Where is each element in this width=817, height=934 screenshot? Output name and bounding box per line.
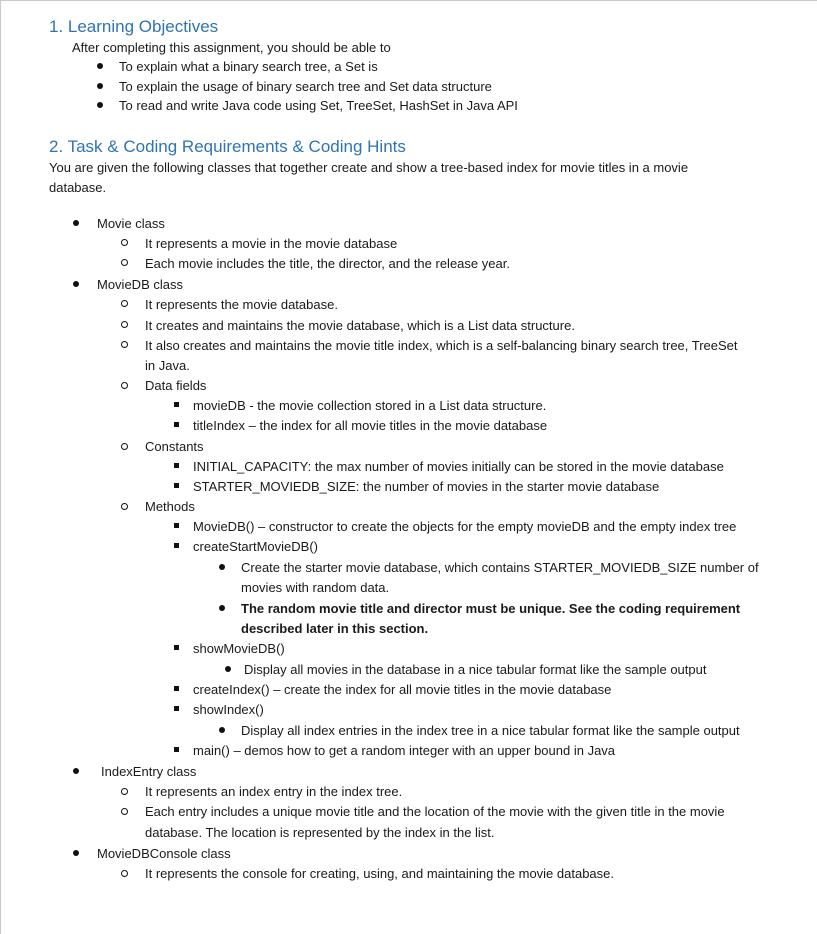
square-bullet-icon: [174, 523, 179, 528]
bullet-icon: [219, 605, 225, 611]
circle-bullet-icon: [121, 870, 128, 877]
method-item: showMovieDB(): [193, 641, 285, 656]
page-border-left: [0, 0, 1, 934]
circle-bullet-icon: [121, 382, 128, 389]
square-bullet-icon: [174, 645, 179, 650]
movie-class-title: Movie class: [97, 216, 165, 231]
bullet-icon: [219, 564, 225, 570]
data-field-item: titleIndex – the index for all movie titles in the movie database: [193, 418, 548, 433]
constant-item: STARTER_MOVIEDB_SIZE: the number of movies in the starter movie database: [193, 479, 660, 494]
method-detail: Display all index entries in the index tree in a nice tabular format like the sample output: [241, 723, 740, 738]
bullet-icon: [73, 220, 79, 226]
data-field-item: movieDB - the movie collection stored in a List data structure.: [193, 398, 547, 413]
list-item: It creates and maintains the movie database, which is a List data structure.: [145, 318, 575, 333]
circle-bullet-icon: [121, 788, 128, 795]
method-item: showIndex(): [193, 702, 264, 717]
list-item: It represents an index entry in the index tree.: [145, 784, 403, 799]
method-detail: Display all movies in the database in a nice tabular format like the sample output: [244, 662, 707, 677]
bullet-icon: [219, 727, 225, 733]
objective-item: To explain what a binary search tree, a Set is: [119, 59, 378, 74]
method-detail-cont: movies with random data.: [241, 580, 390, 595]
objective-item: To read and write Java code using Set, TreeSet, HashSet in Java API: [119, 98, 518, 113]
data-fields-label: Data fields: [145, 378, 207, 393]
square-bullet-icon: [174, 422, 179, 427]
method-item: createStartMovieDB(): [193, 539, 318, 554]
circle-bullet-icon: [121, 443, 128, 450]
section-1-intro: After completing this assignment, you should be able to: [72, 40, 391, 55]
bullet-icon: [73, 768, 79, 774]
bullet-icon: [97, 63, 103, 69]
circle-bullet-icon: [121, 300, 128, 307]
method-item: createIndex() – create the index for all movie titles in the movie database: [193, 682, 612, 697]
list-item: It represents a movie in the movie database: [145, 236, 398, 251]
square-bullet-icon: [174, 706, 179, 711]
section-2-intro-cont: database.: [49, 180, 107, 195]
section-2-heading: 2. Task & Coding Requirements & Coding Hints: [49, 137, 406, 156]
method-detail-bold-cont: described later in this section.: [241, 621, 429, 636]
console-class-title: MovieDBConsole class: [97, 846, 231, 861]
square-bullet-icon: [174, 747, 179, 752]
methods-label: Methods: [145, 499, 195, 514]
bullet-icon: [73, 850, 79, 856]
square-bullet-icon: [174, 686, 179, 691]
list-item: It represents the console for creating, using, and maintaining the movie database.: [145, 866, 615, 881]
circle-bullet-icon: [121, 341, 128, 348]
section-2-intro: You are given the following classes that together create and show a tree-based index for movie titles in a movie: [49, 160, 689, 175]
method-item: MovieDB() – constructor to create the objects for the empty movieDB and the empty index tree: [193, 519, 737, 534]
bullet-icon: [97, 102, 103, 108]
bullet-icon: [73, 281, 79, 287]
circle-bullet-icon: [121, 259, 128, 266]
constant-item: INITIAL_CAPACITY: the max number of movies initially can be stored in the movie database: [193, 459, 724, 474]
objective-item: To explain the usage of binary search tree and Set data structure: [119, 79, 492, 94]
list-item: It also creates and maintains the movie title index, which is a self-balancing binary search tree, TreeSet: [145, 338, 738, 353]
list-item: It represents the movie database.: [145, 297, 338, 312]
list-item: Each movie includes the title, the director, and the release year.: [145, 256, 510, 271]
page-border-top: [0, 0, 817, 1]
indexentry-class-title: IndexEntry class: [101, 764, 197, 779]
circle-bullet-icon: [121, 239, 128, 246]
method-detail-bold: The random movie title and director must be unique. See the coding requirement: [241, 601, 741, 616]
moviedb-class-title: MovieDB class: [97, 277, 183, 292]
circle-bullet-icon: [121, 321, 128, 328]
square-bullet-icon: [174, 463, 179, 468]
list-item-cont: database. The location is represented by the index in the list.: [145, 825, 495, 840]
circle-bullet-icon: [121, 503, 128, 510]
list-item-cont: in Java.: [145, 358, 190, 373]
bullet-icon: [225, 666, 231, 672]
constants-label: Constants: [145, 439, 204, 454]
circle-bullet-icon: [121, 808, 128, 815]
square-bullet-icon: [174, 402, 179, 407]
list-item: Each entry includes a unique movie title and the location of the movie with the given title in the movie: [145, 804, 725, 819]
bullet-icon: [97, 83, 103, 89]
square-bullet-icon: [174, 543, 179, 548]
square-bullet-icon: [174, 483, 179, 488]
method-detail: Create the starter movie database, which contains STARTER_MOVIEDB_SIZE number of: [241, 560, 759, 575]
method-item: main() – demos how to get a random integer with an upper bound in Java: [193, 743, 616, 758]
section-1-heading: 1. Learning Objectives: [49, 17, 219, 36]
